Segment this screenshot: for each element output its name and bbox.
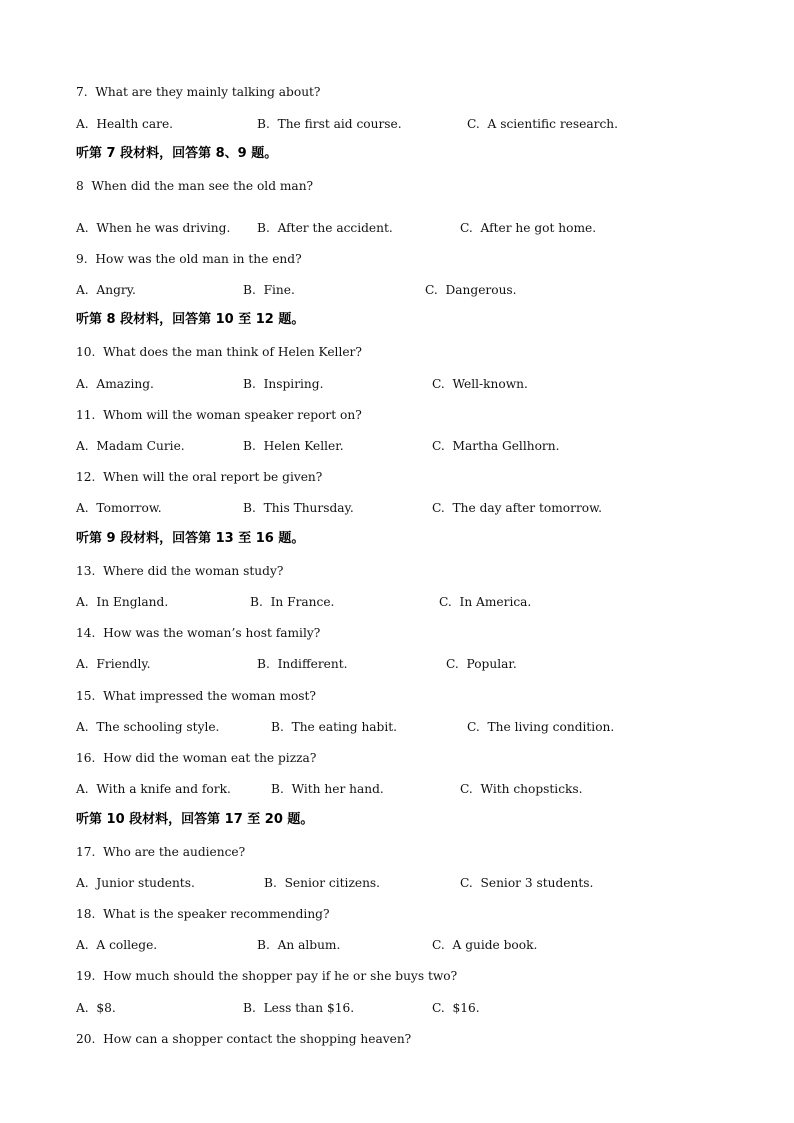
option-c: C. $16. — [432, 1001, 480, 1015]
question-12: 12. When will the oral report be given? — [76, 470, 323, 484]
option-b: B. Indifferent. — [257, 657, 348, 671]
option-c: C. In America. — [439, 595, 532, 609]
option-b: B. The eating habit. — [271, 720, 398, 734]
option-b: B. An album. — [257, 938, 341, 952]
option-c: C. A guide book. — [432, 938, 538, 952]
option-a: A. Angry. — [76, 283, 136, 297]
option-c: C. The day after tomorrow. — [432, 501, 602, 515]
option-b: B. The first aid course. — [257, 117, 402, 131]
question-15: 15. What impressed the woman most? — [76, 689, 316, 703]
question-11: 11. Whom will the woman speaker report on? — [76, 408, 362, 422]
section-heading: 听第 9 段材料，回答第 13 至 16 题。 — [76, 531, 305, 546]
option-c: C. Dangerous. — [425, 283, 517, 297]
section-heading: 听第 7 段材料，回答第 8、9 题。 — [76, 146, 278, 161]
question-18: 18. What is the speaker recommending? — [76, 907, 330, 921]
option-a: A. The schooling style. — [76, 720, 220, 734]
question-14: 14. How was the woman’s host family? — [76, 626, 321, 640]
option-c: C. Senior 3 students. — [460, 876, 594, 890]
option-b: B. Senior citizens. — [264, 876, 381, 890]
question-16: 16. How did the woman eat the pizza? — [76, 751, 317, 765]
question-9: 9. How was the old man in the end? — [76, 252, 302, 266]
option-b: B. Less than $16. — [243, 1001, 355, 1015]
option-a: A. A college. — [76, 938, 158, 952]
question-7: 7. What are they mainly talking about? — [76, 85, 321, 99]
option-a: A. When he was driving. — [76, 221, 231, 235]
question-10: 10. What does the man think of Helen Keller? — [76, 345, 362, 359]
question-8: 8 When did the man see the old man? — [76, 179, 314, 193]
option-c: C. A scientific research. — [467, 117, 618, 131]
option-a: A. Amazing. — [76, 377, 154, 391]
option-c: C. Martha Gellhorn. — [432, 439, 560, 453]
option-c: C. With chopsticks. — [460, 782, 583, 796]
section-heading: 听第 8 段材料，回答第 10 至 12 题。 — [76, 312, 305, 327]
option-b: B. After the accident. — [257, 221, 393, 235]
option-a: A. Health care. — [76, 117, 174, 131]
option-a: A. Junior students. — [76, 876, 195, 890]
option-a: A. Friendly. — [76, 657, 151, 671]
option-b: B. Fine. — [243, 283, 295, 297]
option-c: C. The living condition. — [467, 720, 615, 734]
option-a: A. In England. — [76, 595, 169, 609]
option-a: A. Madam Curie. — [76, 439, 185, 453]
question-20: 20. How can a shopper contact the shopping heaven? — [76, 1032, 412, 1046]
section-heading: 听第 10 段材料，回答第 17 至 20 题。 — [76, 812, 314, 827]
option-b: B. Inspiring. — [243, 377, 324, 391]
option-c: C. Popular. — [446, 657, 517, 671]
option-b: B. This Thursday. — [243, 501, 354, 515]
option-b: B. Helen Keller. — [243, 439, 344, 453]
option-c: C. Well-known. — [432, 377, 528, 391]
question-19: 19. How much should the shopper pay if he or she buys two? — [76, 969, 458, 983]
option-a: A. $8. — [76, 1001, 116, 1015]
option-c: C. After he got home. — [460, 221, 597, 235]
question-13: 13. Where did the woman study? — [76, 564, 284, 578]
option-a: A. Tomorrow. — [76, 501, 162, 515]
option-a: A. With a knife and fork. — [76, 782, 231, 796]
option-b: B. In France. — [250, 595, 335, 609]
question-17: 17. Who are the audience? — [76, 845, 246, 859]
option-b: B. With her hand. — [271, 782, 384, 796]
